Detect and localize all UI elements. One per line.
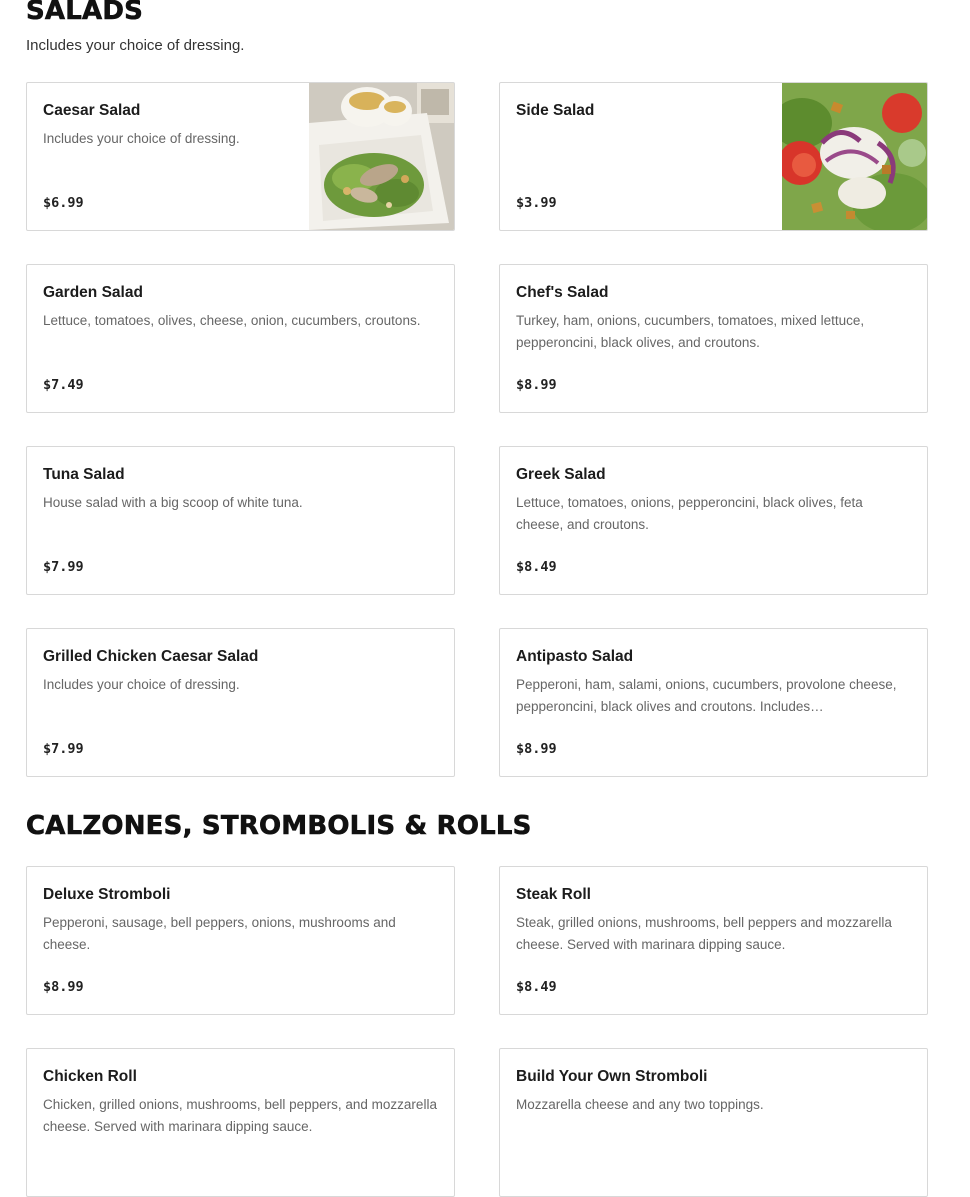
menu-item-card[interactable]	[499, 1048, 928, 1197]
menu-item-name: Steak Roll	[516, 886, 591, 903]
menu-item-card[interactable]	[26, 446, 455, 595]
menu-item-description: Turkey, ham, onions, cucumbers, tomatoes, mixed lettuce, pepperoncini, black olives, and croutons.	[516, 313, 865, 350]
menu-item-description: House salad with a big scoop of white tuna.	[43, 495, 303, 510]
menu-item-description: Mozzarella cheese and any two toppings.	[516, 1097, 764, 1112]
side-salad-photo	[782, 83, 927, 230]
menu-item-card[interactable]	[26, 82, 455, 231]
menu-item-name: Grilled Chicken Caesar Salad	[43, 648, 259, 665]
section-title-calzones: CALZONES, STROMBOLIS & ROLLS	[26, 811, 532, 841]
menu-item-price: $8.49	[516, 979, 557, 995]
menu-item-card[interactable]	[499, 446, 928, 595]
menu-item-name: Chicken Roll	[43, 1068, 137, 1085]
menu-item-card[interactable]	[26, 628, 455, 777]
menu-item-name: Deluxe Stromboli	[43, 886, 171, 903]
menu-item-description: Includes your choice of dressing.	[43, 677, 240, 692]
menu-item-price: $8.99	[516, 377, 557, 393]
menu-item-name: Tuna Salad	[43, 466, 125, 483]
menu-item-name: Greek Salad	[516, 466, 606, 483]
menu-item-name: Antipasto Salad	[516, 648, 634, 665]
menu-item-card[interactable]	[26, 866, 455, 1015]
menu-item-description: Includes your choice of dressing.	[43, 131, 240, 146]
menu-item-price: $8.99	[516, 741, 557, 757]
menu-item-price: $8.49	[516, 559, 557, 575]
menu-item-name: Side Salad	[516, 102, 595, 119]
menu-item-name: Build Your Own Stromboli	[516, 1068, 708, 1085]
menu-item-description: Chicken, grilled onions, mushrooms, bell peppers, and mozzarella cheese. Served with marinara dipping sauce.	[43, 1097, 437, 1134]
menu-item-card[interactable]	[499, 628, 928, 777]
menu-item-price: $7.99	[43, 741, 84, 757]
menu-item-price: $8.99	[43, 979, 84, 995]
menu-item-name: Caesar Salad	[43, 102, 141, 119]
menu-item-name: Chef's Salad	[516, 284, 609, 301]
menu-item-description: Pepperoni, sausage, bell peppers, onions, mushrooms and cheese.	[43, 915, 396, 952]
menu-item-price: $6.99	[43, 195, 84, 211]
menu-item-price: $3.99	[516, 195, 557, 211]
section-subtitle-salads: Includes your choice of dressing.	[26, 37, 245, 54]
menu-item-card[interactable]	[26, 264, 455, 413]
section-title-salads: SALADS	[26, 0, 144, 26]
menu-item-price: $7.99	[43, 559, 84, 575]
menu-item-card[interactable]	[499, 82, 928, 231]
menu-item-card[interactable]	[499, 264, 928, 413]
caesar-salad-photo	[309, 83, 454, 230]
menu-item-description: Lettuce, tomatoes, olives, cheese, onion, cucumbers, croutons.	[43, 313, 421, 328]
menu-item-card[interactable]	[499, 866, 928, 1015]
menu-item-description: Pepperoni, ham, salami, onions, cucumbers, provolone cheese, pepperoncini, black olives and croutons. Includes…	[516, 677, 897, 714]
menu-item-description: Steak, grilled onions, mushrooms, bell peppers and mozzarella cheese. Served with marinara dipping sauce.	[516, 915, 892, 952]
menu-item-price: $7.49	[43, 377, 84, 393]
menu-item-description: Lettuce, tomatoes, onions, pepperoncini, black olives, feta cheese, and croutons.	[516, 495, 863, 532]
menu-item-card[interactable]	[26, 1048, 455, 1197]
menu-item-name: Garden Salad	[43, 284, 143, 301]
